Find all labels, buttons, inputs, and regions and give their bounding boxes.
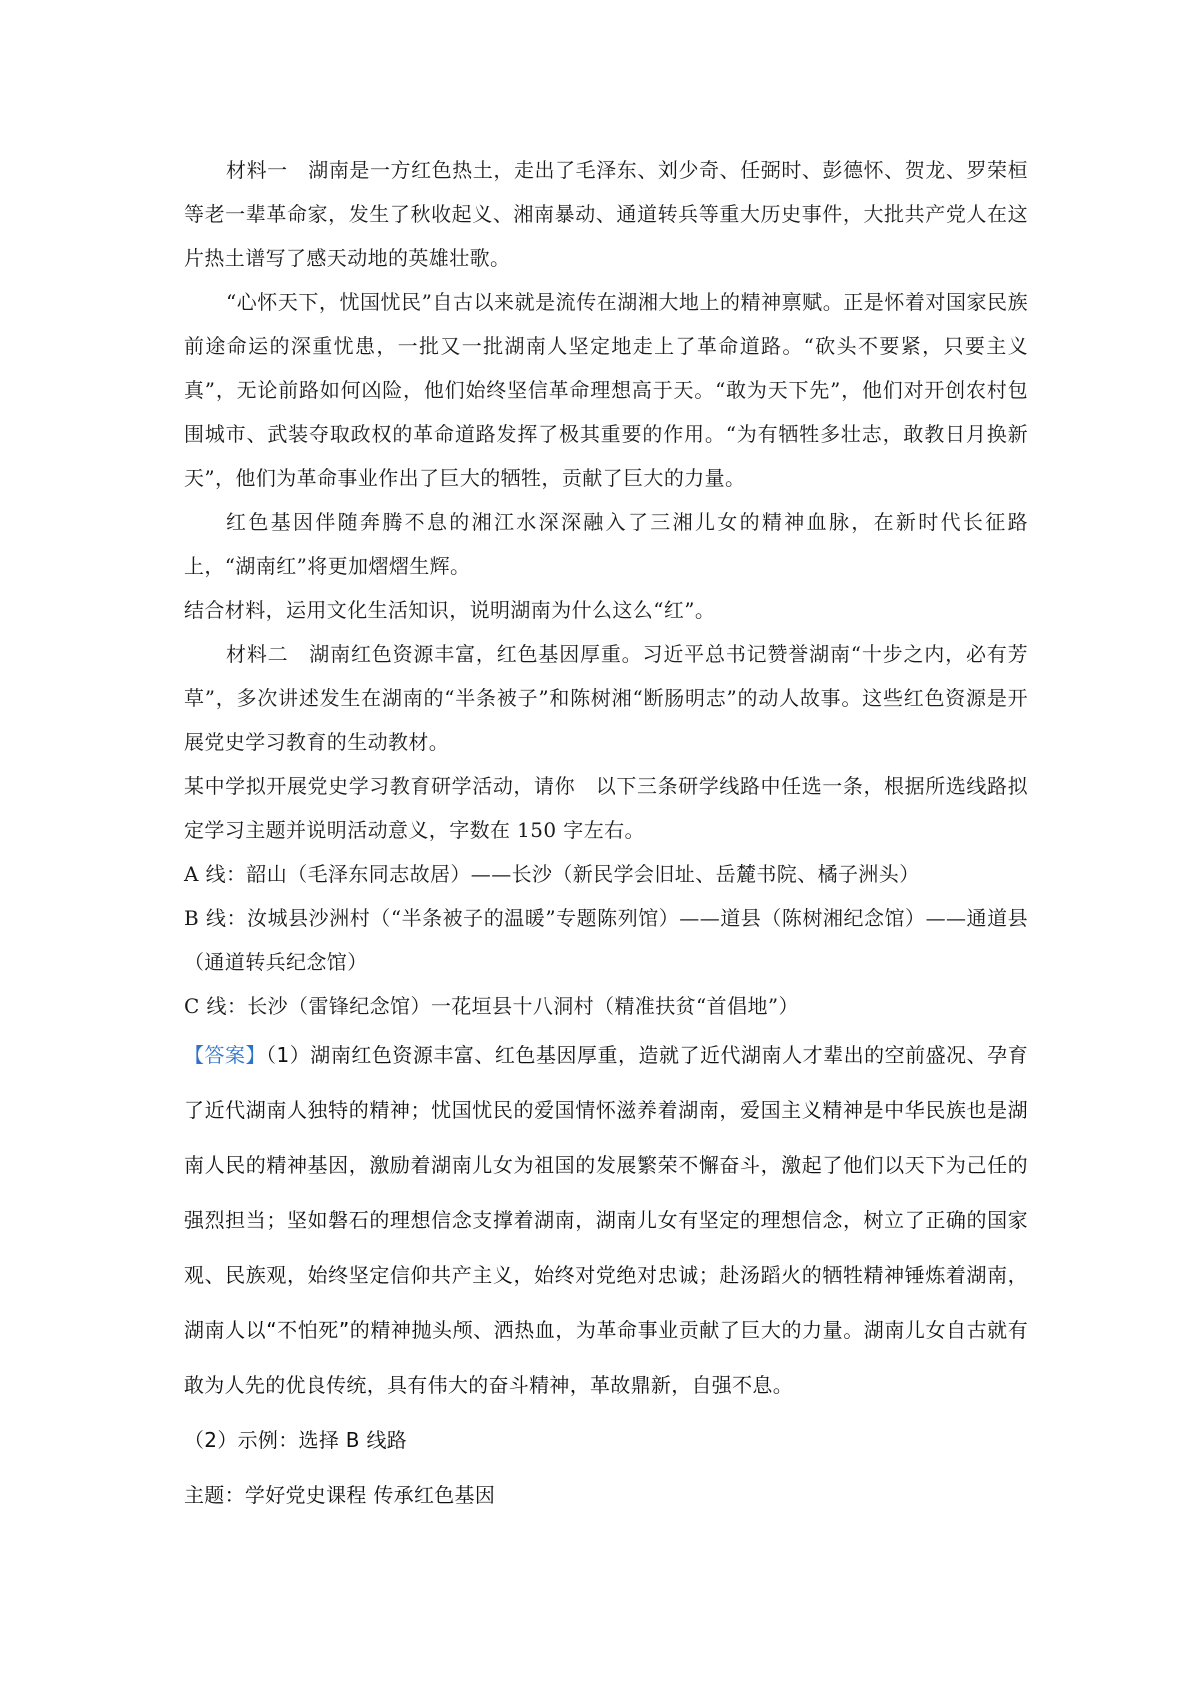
material-one-paragraph: 材料一 湖南是一方红色热土，走出了毛泽东、刘少奇、任弼时、彭德怀、贺龙、罗荣桓等老一辈革命家，发生了秋收起义、湘南暴动、通道转兵等重大历史事件，大批共产党人在这片热土谱写了感天动地的英雄壮歌。: [184, 158, 1028, 270]
material-one-paragraph-3: 红色基因伴随奔腾不息的湘江水深深融入了三湘儿女的精神血脉，在新时代长征路上，“湖南红”将更加熠熠生辉。: [184, 510, 1028, 578]
route-a: A 线：韶山（毛泽东同志故居）——长沙（新民学会旧址、岳麓书院、橘子洲头）: [184, 862, 920, 886]
document-content: [184, 148, 1028, 1523]
answer-block: [184, 1028, 1028, 1523]
route-b: B 线：汝城县沙洲村（“半条被子的温暖”专题陈列馆）——道县（陈树湘纪念馆）——通道县（通道转兵纪念馆）: [184, 906, 1029, 974]
question-one: 结合材料，运用文化生活知识，说明湖南为什么这么“红”。: [184, 598, 716, 622]
answer-part-one: [184, 1028, 1028, 1413]
answer-part-two: （2）示例：选择 B 线路: [184, 1428, 408, 1452]
material-two-paragraph: 材料二 湖南红色资源丰富，红色基因厚重。习近平总书记赞誉湖南“十步之内，必有芳草”，多次讲述发生在湖南的“半条被子”和陈树湘“断肠明志”的动人故事。这些红色资源是开展党史学习教育的生动教材。: [184, 642, 1028, 754]
route-c: C 线：长沙（雷锋纪念馆）一花垣县十八洞村（精准扶贫“首倡地”）: [184, 994, 799, 1018]
material-one-paragraph-2: “心怀天下，忧国忧民”自古以来就是流传在湖湘大地上的精神禀赋。正是怀着对国家民族前途命运的深重忧患，一批又一批湖南人坚定地走上了革命道路。“砍头不要紧，只要主义真”，无论前路如何凶险，他们始终坚信革命理想高于天。“敢为天下先”，他们对开创农村包围城市、武装夺取政权的革命道路发挥了极其重要的作用。“为有牺牲多壮志，敢教日月换新天”，他们为革命事业作出了巨大的牺牲，贡献了巨大的力量。: [184, 290, 1028, 490]
answer-theme: 主题：学好党史课程 传承红色基因: [184, 1483, 496, 1507]
question-two: 某中学拟开展党史学习教育研学活动，请你 以下三条研学线路中任选一条，根据所选线路拟定学习主题并说明活动意义，字数在 150 字左右。: [184, 774, 1028, 842]
answer-tag: 【答案】: [184, 1043, 267, 1067]
answer-part-one-text: （1）湖南红色资源丰富、红色基因厚重，造就了近代湖南人才辈出的空前盛况、孕育了近代湖南人独特的精神；忧国忧民的爱国情怀滋养着湖南，爱国主义精神是中华民族也是湖南人民的精神基因，激励着湖南儿女为祖国的发展繁荣不懈奋斗，激起了他们以天下为己任的强烈担当；坚如磐石的理想信念支撑着湖南，湖南儿女有坚定的理想信念，树立了正确的国家观、民族观，始终坚定信仰共产主义，始终对党绝对忠诚；赴汤蹈火的牺牲精神锤炼着湖南，湖南人以“不怕死”的精神抛头颅、洒热血，为革命事业贡献了巨大的力量。湖南儿女自古就有敢为人先的优良传统，具有伟大的奋斗精神，革故鼎新，自强不息。: [184, 1043, 1028, 1397]
